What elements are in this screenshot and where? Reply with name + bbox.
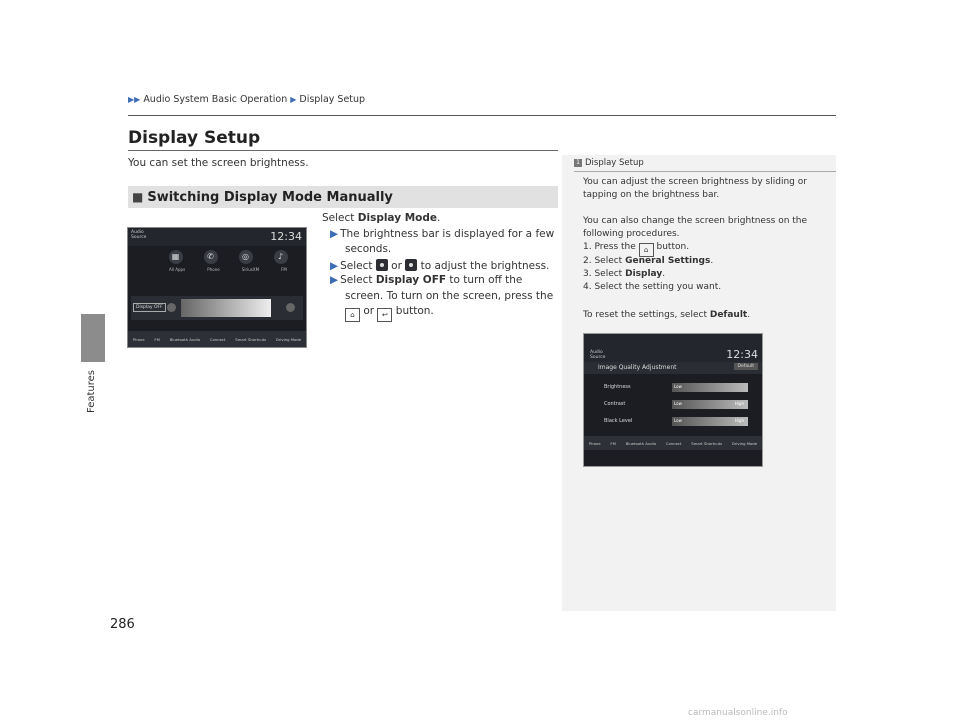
bottom-item: Smart Shortcuts: [691, 440, 723, 446]
step-2-post: to adjust the brightness.: [420, 260, 550, 272]
note-list-item: [583, 242, 689, 257]
screen-bottom-bar: [584, 436, 762, 450]
note-li1-post: button.: [656, 242, 690, 252]
step-3c-or: or: [363, 305, 375, 317]
bottom-item: Driving Mode: [731, 440, 758, 446]
app-label: SiriusXM: [241, 267, 260, 272]
display-off-button: Display OFF: [133, 303, 166, 312]
brightness-down-icon: [167, 303, 176, 312]
bottom-item: Smart Shortcuts: [235, 336, 267, 342]
fm-icon: ♪: [274, 250, 288, 264]
phone-icon: ✆: [204, 250, 218, 264]
screen-status-bar: [128, 228, 306, 246]
display-mode-label: Display Mode: [357, 212, 437, 224]
step-1-text: The brightness bar is displayed for a few: [340, 228, 555, 240]
note-line: You can adjust the screen brightness by sliding or: [583, 177, 807, 187]
breadcrumb-arrow-icon: ▶: [290, 95, 297, 104]
bottom-item: FM: [610, 440, 616, 446]
display-label: Display: [625, 269, 663, 279]
audio-source-label: Audio Source: [131, 230, 147, 240]
bottom-item: Connect: [665, 440, 682, 446]
brightness-up-icon: [286, 303, 295, 312]
intro-text: You can set the screen brightness.: [128, 157, 309, 169]
bottom-item: Bluetooth Audio: [169, 336, 201, 342]
note-list-item: 2. Select General Settings.: [583, 256, 714, 266]
home-button-icon: ⌂: [345, 308, 360, 322]
back-button-icon: ↩: [377, 308, 392, 322]
bottom-item: FM: [154, 336, 160, 342]
brightness-gradient: [181, 299, 271, 317]
step-3b: screen. To turn on the screen, press the: [345, 290, 554, 302]
note-line: You can also change the screen brightness on the: [583, 216, 808, 226]
section-tab: [81, 314, 105, 362]
siriusxm-icon: ◎: [239, 250, 253, 264]
all-apps-icon: ▦: [169, 250, 183, 264]
note-reset: To reset the settings, select Default.: [583, 310, 751, 320]
home-screen-image: [127, 227, 307, 348]
screen-clock: 12:34: [270, 230, 302, 243]
select-word: Select: [322, 212, 355, 224]
app-labels: [158, 267, 298, 272]
app-label: FM: [281, 267, 287, 272]
section-square-icon: ■: [132, 190, 144, 204]
step-2-pre: Select: [340, 260, 373, 272]
display-off-label: Display OFF: [375, 274, 447, 286]
app-icons: [158, 250, 298, 280]
step-arrow-icon: ▶: [330, 228, 339, 240]
step-arrow-icon: ▶: [330, 274, 339, 286]
app-label: All Apps: [169, 267, 186, 272]
note-divider: [574, 171, 836, 172]
watermark: carmanualsonline.info: [688, 708, 788, 718]
slider: [672, 417, 748, 426]
step-2: [330, 259, 549, 272]
black-level-row: [584, 415, 762, 429]
page-number: 286: [110, 617, 135, 632]
note-heading: [574, 158, 644, 168]
breadcrumb-parent[interactable]: Audio System Basic Operation: [143, 94, 288, 105]
app-label: Phone: [207, 267, 220, 272]
bottom-item: Bluetooth Audio: [625, 440, 657, 446]
note-li3-pre: 3. Select: [583, 269, 623, 279]
audio-source-label: Audio Source: [590, 350, 606, 360]
page-title: Display Setup: [128, 128, 261, 148]
step-1: [330, 228, 554, 240]
screen-header-title: Image Quality Adjustment: [598, 364, 677, 371]
step-3-pre: Select: [340, 274, 373, 286]
row-label: Brightness: [604, 384, 631, 390]
breadcrumb-current: Display Setup: [299, 94, 366, 105]
bottom-item: Phone: [132, 336, 145, 342]
default-button: Default: [734, 363, 758, 370]
side-label: Features: [86, 370, 97, 413]
note-li1-pre: 1. Press the: [583, 242, 636, 252]
header-divider: [128, 115, 836, 116]
section-title: Switching Display Mode Manually: [147, 189, 393, 205]
section-header: [128, 186, 558, 208]
slider: [672, 400, 748, 409]
note-li2-pre: 2. Select: [583, 256, 623, 266]
image-quality-screen-image: [583, 333, 763, 467]
bottom-item: Connect: [209, 336, 226, 342]
note-marker-icon: 1: [574, 159, 582, 167]
row-label: Contrast: [604, 401, 626, 407]
home-button-icon: ⌂: [639, 243, 654, 257]
screen-bottom-bar: [128, 331, 306, 347]
note-line: following procedures.: [583, 229, 680, 239]
step-3: [330, 274, 522, 286]
slider: [672, 383, 748, 392]
contrast-row: [584, 398, 762, 412]
high-label: High: [734, 418, 744, 423]
breadcrumb: [128, 94, 365, 105]
brightness-bar: [131, 296, 303, 320]
low-label: Low: [674, 384, 682, 389]
screen-header: [584, 362, 762, 374]
row-label: Black Level: [604, 418, 633, 424]
step-3-post: to turn off the: [449, 274, 523, 286]
screen-clock: 12:34: [726, 348, 758, 361]
note-heading-text: Display Setup: [585, 158, 644, 168]
general-settings-label: General Settings: [625, 256, 711, 266]
step-1b: seconds.: [345, 243, 392, 255]
bottom-item: Phone: [588, 440, 601, 446]
bottom-item: Driving Mode: [275, 336, 302, 342]
title-divider: [128, 150, 558, 151]
screen-status-bar: [584, 334, 762, 364]
step-3c-post: button.: [395, 305, 434, 317]
brightness-up-icon: [405, 259, 417, 271]
low-label: Low: [674, 401, 682, 406]
instruction-select: Select Display Mode.: [322, 212, 441, 224]
breadcrumb-arrow-icon: ▶▶: [128, 95, 141, 104]
default-label: Default: [709, 310, 748, 320]
brightness-down-icon: [376, 259, 388, 271]
step-3c: [345, 305, 434, 322]
step-2-or: or: [391, 260, 402, 272]
note-list-item: 4. Select the setting you want.: [583, 282, 722, 292]
step-arrow-icon: ▶: [330, 260, 339, 272]
brightness-row: [584, 381, 762, 395]
note-line: tapping on the brightness bar.: [583, 190, 720, 200]
low-label: Low: [674, 418, 682, 423]
note-reset-pre: To reset the settings, select: [583, 310, 707, 320]
note-list-item: 3. Select Display.: [583, 269, 666, 279]
high-label: High: [734, 401, 744, 406]
